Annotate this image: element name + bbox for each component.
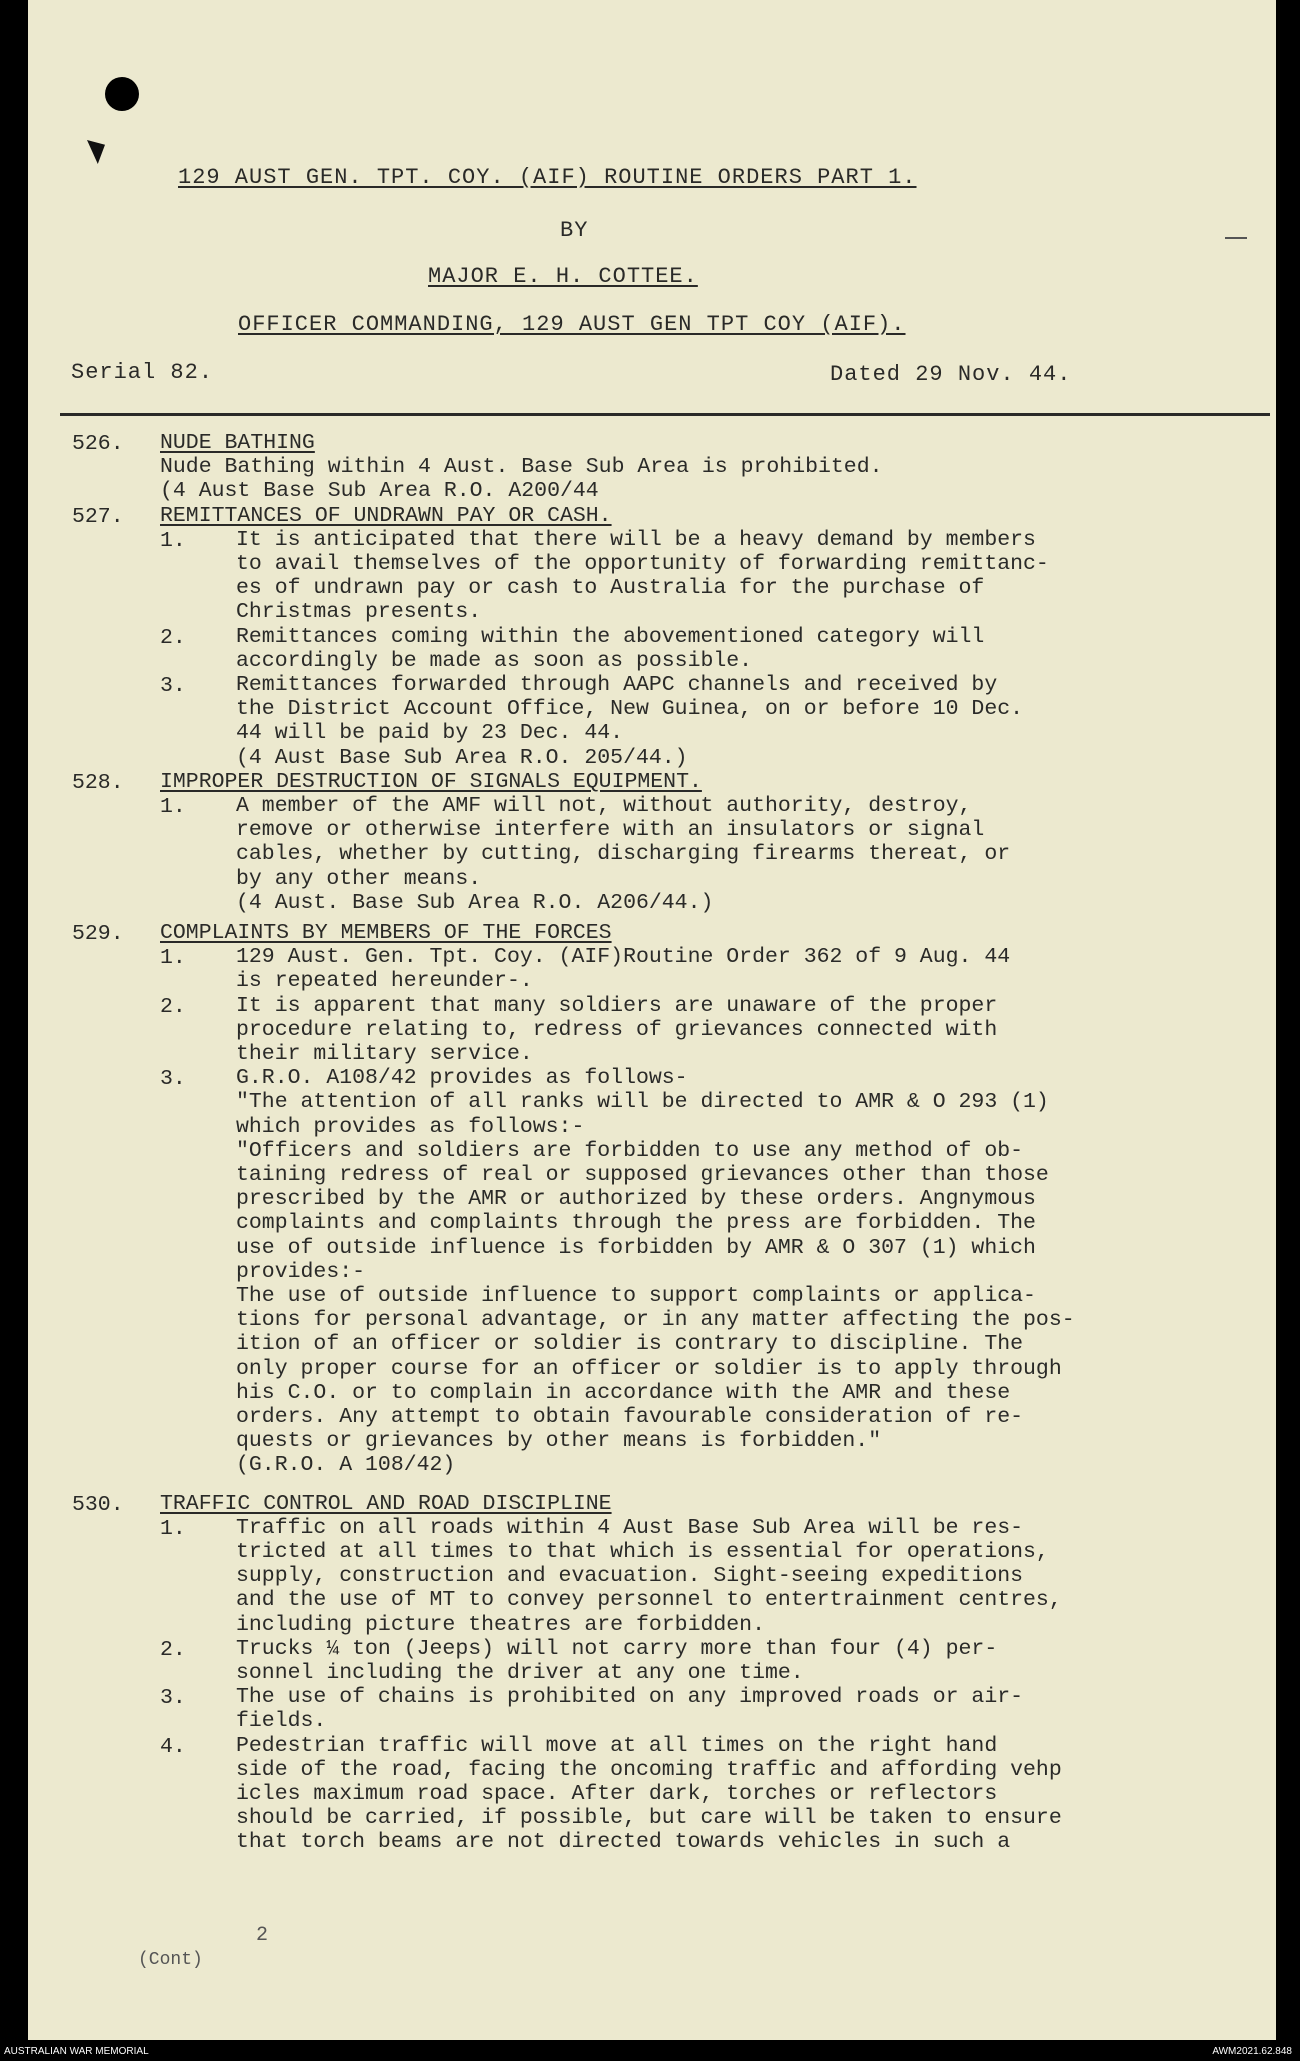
item-line: Remittances coming within the abovementioned category will <box>236 624 985 649</box>
item-number: 2. <box>160 625 186 650</box>
item-line: orders. Any attempt to obtain favourable consideration of re- <box>236 1405 1024 1429</box>
item-line: icles maximum road space. After dark, torches or reflectors <box>236 1782 998 1806</box>
continued-mark: (Cont) <box>138 1950 203 1970</box>
punch-hole <box>105 77 139 111</box>
item-line: to avail themselves of the opportunity of forwarding remittanc- <box>236 552 1049 576</box>
item-number: 2. <box>160 994 186 1019</box>
section-number: 526. <box>72 432 124 456</box>
item-line: quests or grievances by other means is forbidden." <box>236 1429 882 1454</box>
item-line: accordingly be made as soon as possible. <box>236 648 753 673</box>
item-line: procedure relating to, redress of grievances connected with <box>236 1017 998 1042</box>
item-line: only proper course for an officer or soldier is to apply through <box>236 1356 1062 1381</box>
officer-name: MAJOR E. H. COTTEE. <box>428 264 698 289</box>
item-line: that torch beams are not directed towards vehicles in such a <box>236 1830 1011 1855</box>
item-number: 3. <box>160 1067 186 1092</box>
section-heading: IMPROPER DESTRUCTION OF SIGNALS EQUIPMENT. <box>160 769 702 794</box>
item-line: tricted at all times to that which is essential for operations, <box>236 1540 1049 1564</box>
footer-reference: AWM2021.62.848 <box>1212 2046 1292 2057</box>
date-line: Dated 29 Nov. 44. <box>830 362 1072 387</box>
item-line: sonnel including the driver at any one time. <box>236 1661 804 1685</box>
item-line: Remittances forwarded through AAPC channels and received by <box>236 673 998 697</box>
item-line: Pedestrian traffic will move at all times on the right hand <box>236 1733 998 1758</box>
item-line: complaints and complaints through the press are forbidden. The <box>236 1211 1036 1236</box>
item-line: "The attention of all ranks will be directed to AMR & O 293 (1) <box>236 1090 1049 1115</box>
by-line: BY <box>560 218 589 243</box>
section-heading: COMPLAINTS BY MEMBERS OF THE FORCES <box>160 921 612 945</box>
item-line: tions for personal advantage, or in any matter affecting the pos- <box>236 1308 1075 1333</box>
item-line: (4 Aust. Base Sub Area R.O. A206/44.) <box>236 890 714 915</box>
section-heading: REMITTANCES OF UNDRAWN PAY OR CASH. <box>160 503 612 528</box>
item-line: provides:- <box>236 1259 366 1284</box>
serial-number: Serial 82. <box>71 360 214 385</box>
section-number: 530. <box>72 1492 124 1517</box>
officer-role: OFFICER COMMANDING, 129 AUST GEN TPT COY (AIF). <box>238 312 906 337</box>
item-line: remove or otherwise interfere with an insulators or signal <box>236 818 985 843</box>
item-line: the District Account Office, New Guinea, on or before 10 Dec. <box>236 697 1024 722</box>
section-line: Nude Bathing within 4 Aust. Base Sub Area is prohibited. <box>160 455 883 480</box>
item-line: (4 Aust Base Sub Area R.O. 205/44.) <box>236 745 688 770</box>
item-line: "Officers and soldiers are forbidden to use any method of ob- <box>236 1138 1024 1163</box>
item-line: and the use of MT to convey personnel to entertrainment centres, <box>236 1588 1062 1613</box>
item-line: It is anticipated that there will be a heavy demand by members <box>236 527 1036 552</box>
item-line: is repeated hereunder-. <box>236 969 533 994</box>
item-number: 4. <box>160 1734 186 1759</box>
page-number: 2 <box>256 1924 269 1947</box>
item-number: 1. <box>160 528 186 553</box>
margin-mark <box>1225 237 1247 239</box>
document-page <box>28 0 1276 2040</box>
item-line: G.R.O. A108/42 provides as follows- <box>236 1066 688 1091</box>
item-number: 1. <box>160 795 186 819</box>
item-number: 1. <box>160 1516 186 1541</box>
item-line: prescribed by the AMR or authorized by these orders. Angnymous <box>236 1187 1036 1212</box>
item-number: 2. <box>160 1637 186 1662</box>
item-line: Christmas presents. <box>236 600 482 625</box>
section-heading: NUDE BATHING <box>160 431 315 455</box>
pin-mark <box>87 140 105 164</box>
item-line: side of the road, facing the oncoming traffic and affording vehp <box>236 1757 1062 1782</box>
item-line: Trucks ¼ ton (Jeeps) will not carry more than four (4) per- <box>236 1636 998 1661</box>
item-line: Traffic on all roads within 4 Aust Base Sub Area will be res- <box>236 1515 1024 1540</box>
document-title: 129 AUST GEN. TPT. COY. (AIF) ROUTINE ORDERS PART 1. <box>178 165 917 190</box>
section-number: 527. <box>72 504 124 529</box>
item-line: A member of the AMF will not, without authority, destroy, <box>236 794 972 818</box>
item-number: 3. <box>160 674 186 698</box>
section-number: 529. <box>72 922 124 946</box>
item-line: (G.R.O. A 108/42) <box>236 1453 456 1478</box>
section-heading: TRAFFIC CONTROL AND ROAD DISCIPLINE <box>160 1491 612 1516</box>
item-line: It is apparent that many soldiers are unaware of the proper <box>236 993 998 1018</box>
item-line: their military service. <box>236 1042 533 1066</box>
item-line: taining redress of real or supposed grievances other than those <box>236 1163 1049 1187</box>
item-line: including picture theatres are forbidden. <box>236 1612 765 1637</box>
footer-archive: AUSTRALIAN WAR MEMORIAL <box>4 2046 149 2057</box>
item-line: 129 Aust. Gen. Tpt. Coy. (AIF)Routine Order 362 of 9 Aug. 44 <box>236 945 1011 970</box>
item-line: 44 will be paid by 23 Dec. 44. <box>236 721 624 746</box>
item-line: use of outside influence is forbidden by AMR & O 307 (1) which <box>236 1235 1036 1260</box>
header-rule <box>60 413 1270 416</box>
item-line: should be carried, if possible, but care will be taken to ensure <box>236 1806 1062 1831</box>
item-line: The use of outside influence to support complaints or applica- <box>236 1284 1036 1308</box>
item-number: 1. <box>160 946 186 971</box>
item-line: fields. <box>236 1709 327 1734</box>
item-line: ition of an officer or soldier is contrary to discipline. The <box>236 1332 1024 1357</box>
item-line: cables, whether by cutting, discharging firearms thereat, or <box>236 842 1011 867</box>
item-line: The use of chains is prohibited on any improved roads or air- <box>236 1685 1024 1710</box>
item-number: 3. <box>160 1686 186 1711</box>
item-line: which provides as follows:- <box>236 1114 585 1139</box>
section-line: (4 Aust Base Sub Area R.O. A200/44 <box>160 479 599 504</box>
item-line: es of undrawn pay or cash to Australia for the purchase of <box>236 576 985 601</box>
section-number: 528. <box>72 770 124 795</box>
item-line: his C.O. or to complain in accordance with the AMR and these <box>236 1380 1011 1405</box>
item-line: supply, construction and evacuation. Sight-seeing expeditions <box>236 1564 1024 1589</box>
item-line: by any other means. <box>236 866 482 891</box>
